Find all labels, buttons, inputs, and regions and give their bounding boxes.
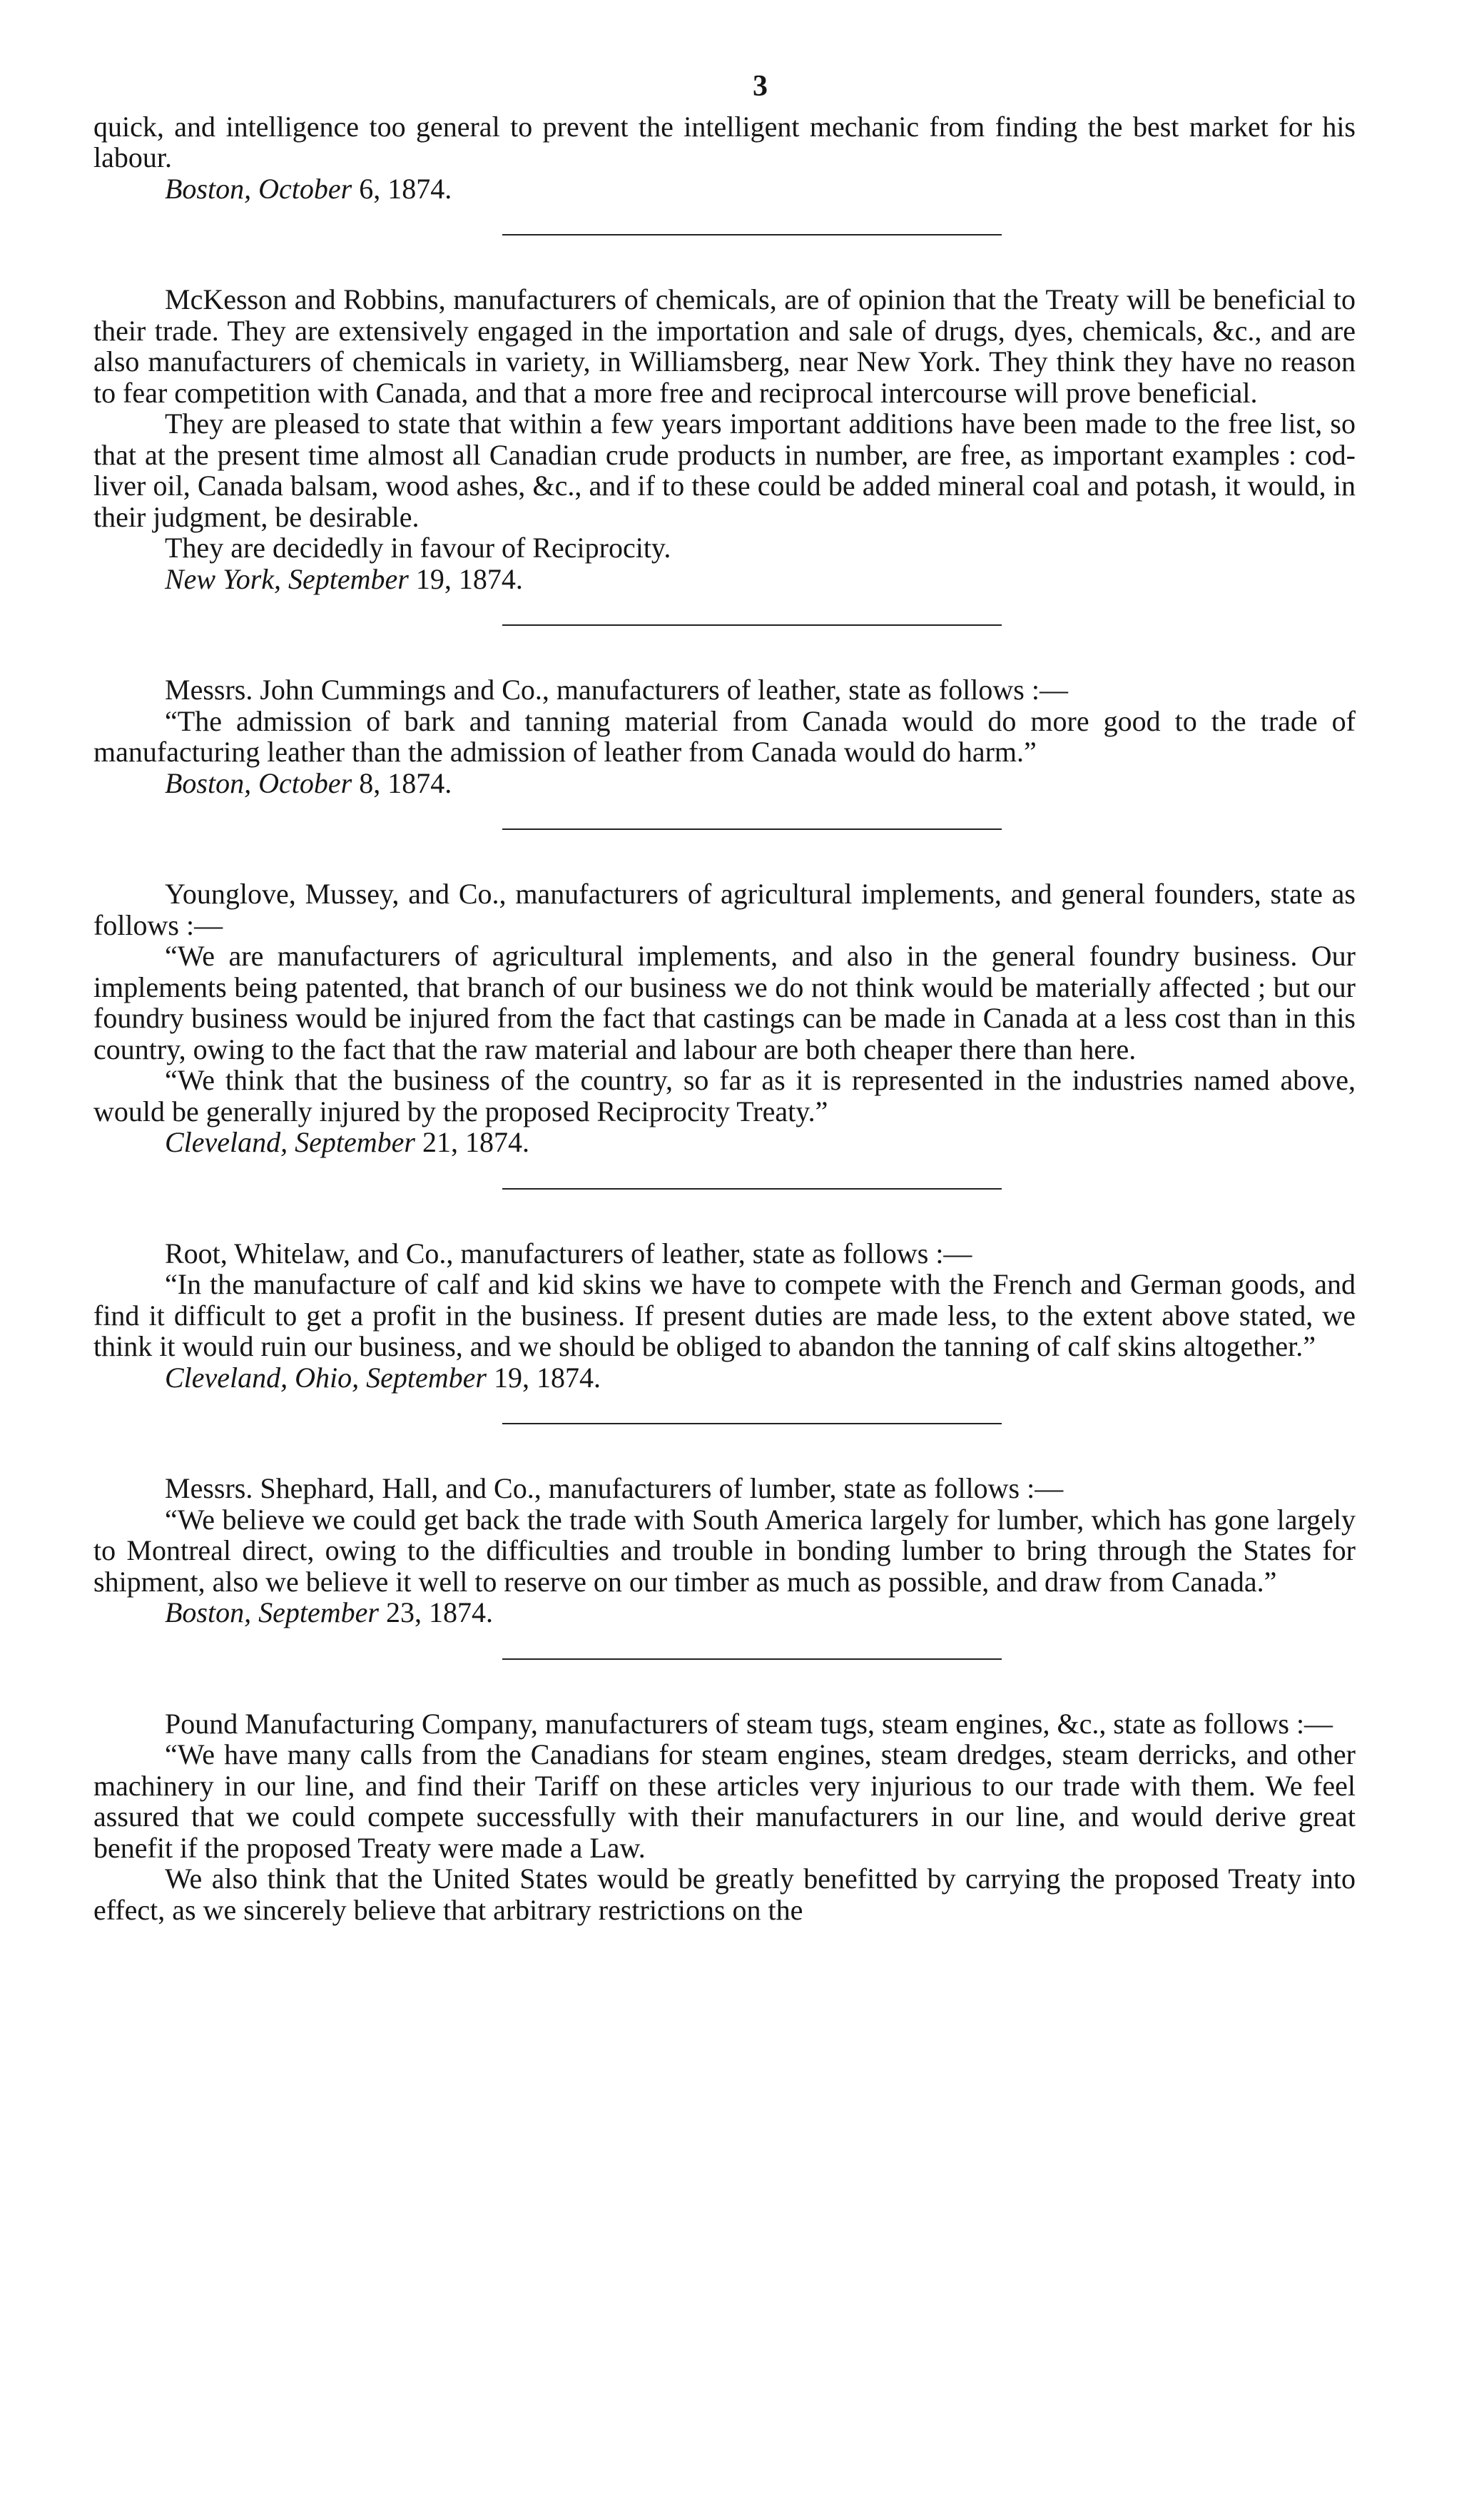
- paragraph: They are pleased to state that within a few years important additions have been made to the free list, so that at the present time almost all Canadian crude products in number, are free, as important examples : cod-liver oil, Canada balsam, wood ashes, &c., and if to these could be added mineral coal and potash, it would, in their judgment, be desirable.: [93, 407, 1356, 533]
- letter-section: [93, 878, 1356, 1158]
- section-divider: [502, 1658, 1002, 1660]
- dateline-year: 1874.: [451, 562, 523, 595]
- dateline-day: 6,: [352, 172, 381, 205]
- dateline-year: 1874.: [380, 766, 452, 799]
- paragraph: We also think that the United States would be greatly benefitted by carrying the proposed Treaty into effect, as we sincerely believe that arbitrary restrictions on the: [93, 1862, 1356, 1926]
- document-body: [93, 111, 1356, 1926]
- letter-section: [93, 674, 1356, 799]
- section-divider: [502, 234, 1002, 235]
- dateline-place: Cleveland, September: [165, 1126, 415, 1158]
- section-divider: [502, 1423, 1002, 1424]
- paragraph: Messrs. Shephard, Hall, and Co., manufacturers of lumber, state as follows :—: [165, 1472, 1064, 1504]
- dateline: [93, 173, 1356, 205]
- paragraph: Younglove, Mussey, and Co., manufacturers of agricultural implements, and general founders, state as follows :—: [93, 878, 1356, 941]
- paragraph: “We are manufacturers of agricultural implements, and also in the general foundry business. Our implements being patented, that branch of our business we do not think would be materially affected ; but our foundry business would be injured from the fact that castings can be made in Canada at a less cost than in this country, owing to the fact that the raw material and labour are both cheaper there than here.: [93, 940, 1356, 1065]
- dateline-place: Cleveland, Ohio, September: [165, 1361, 487, 1394]
- dateline: [93, 564, 1356, 595]
- dateline-year: 1874.: [421, 1596, 493, 1628]
- paragraph: “We have many calls from the Canadians for steam engines, steam dredges, steam derricks, and other machinery in our line, and find their Tariff on these articles very injurious to our trade with them. We feel assured that we could compete successfully with their manufacturers in our line, and would derive great benefit if the proposed Treaty were made a Law.: [93, 1738, 1356, 1864]
- dateline-place: New York, September: [165, 562, 409, 595]
- dateline: [93, 1597, 1356, 1628]
- dateline-day: 19,: [408, 562, 452, 595]
- dateline-place: Boston, October: [165, 172, 352, 205]
- section-divider: [502, 1188, 1002, 1190]
- dateline-day: 21,: [415, 1126, 458, 1158]
- letter-section: [93, 284, 1356, 594]
- section-divider: [502, 624, 1002, 626]
- page-number: 3: [753, 70, 768, 103]
- paragraph: “We think that the business of the country, so far as it is represented in the industries named above, would be generally injured by the proposed Reciprocity Treaty.”: [93, 1064, 1356, 1127]
- paragraph: Messrs. John Cummings and Co., manufacturers of leather, state as follows :—: [165, 674, 1068, 706]
- letter-section: [93, 111, 1356, 205]
- letter-section: [93, 1473, 1356, 1628]
- paragraph: “The admission of bark and tanning material from Canada would do more good to the trade of manufacturing leather than the admission of leather from Canada would do harm.”: [93, 704, 1356, 768]
- dateline-day: 19,: [487, 1361, 529, 1394]
- dateline-day: 23,: [378, 1596, 422, 1628]
- letter-section: [93, 1238, 1356, 1394]
- dateline-day: 8,: [352, 766, 381, 799]
- dateline: [93, 1362, 1356, 1394]
- dateline-place: Boston, September: [165, 1596, 379, 1628]
- dateline: [93, 768, 1356, 799]
- paragraph: McKesson and Robbins, manufacturers of chemicals, are of opinion that the Treaty will be beneficial to their trade. They are extensively engaged in the importation and sale of drugs, dyes, chemicals, &c., and are also manufacturers of chemicals in variety, in Williamsberg, near New York. They think they have no reason to fear competition with Canada, and that a more free and reciprocal intercourse will prove beneficial.: [93, 283, 1356, 409]
- paragraph: Root, Whitelaw, and Co., manufacturers of leather, state as follows :—: [165, 1237, 972, 1269]
- dateline: [93, 1127, 1356, 1158]
- dateline-year: 1874.: [458, 1126, 529, 1158]
- paragraph: “We believe we could get back the trade with South America largely for lumber, which has gone largely to Montreal direct, owing to the difficulties and trouble in bonding lumber to bring through the States for shipment, also we believe it well to reserve on our timber as much as possible, and draw from Canada.”: [93, 1503, 1356, 1598]
- section-divider: [502, 828, 1002, 830]
- paragraph: “In the manufacture of calf and kid skins we have to compete with the French and German goods, and find it difficult to get a profit in the business. If present duties are made less, to the extent above stated, we think it would ruin our business, and we should be obliged to abandon the tanning of calf skins altogether.”: [93, 1268, 1356, 1362]
- paragraph: quick, and intelligence too general to prevent the intelligent mechanic from finding the best market for his labour.: [93, 110, 1356, 173]
- dateline-year: 1874.: [529, 1361, 601, 1394]
- paragraph: Pound Manufacturing Company, manufacturers of steam tugs, steam engines, &c., state as follows :—: [165, 1707, 1333, 1740]
- letter-section: [93, 1708, 1356, 1926]
- dateline-year: 1874.: [380, 172, 452, 205]
- dateline-place: Boston, October: [165, 766, 352, 799]
- paragraph: They are decidedly in favour of Reciprocity.: [165, 532, 671, 564]
